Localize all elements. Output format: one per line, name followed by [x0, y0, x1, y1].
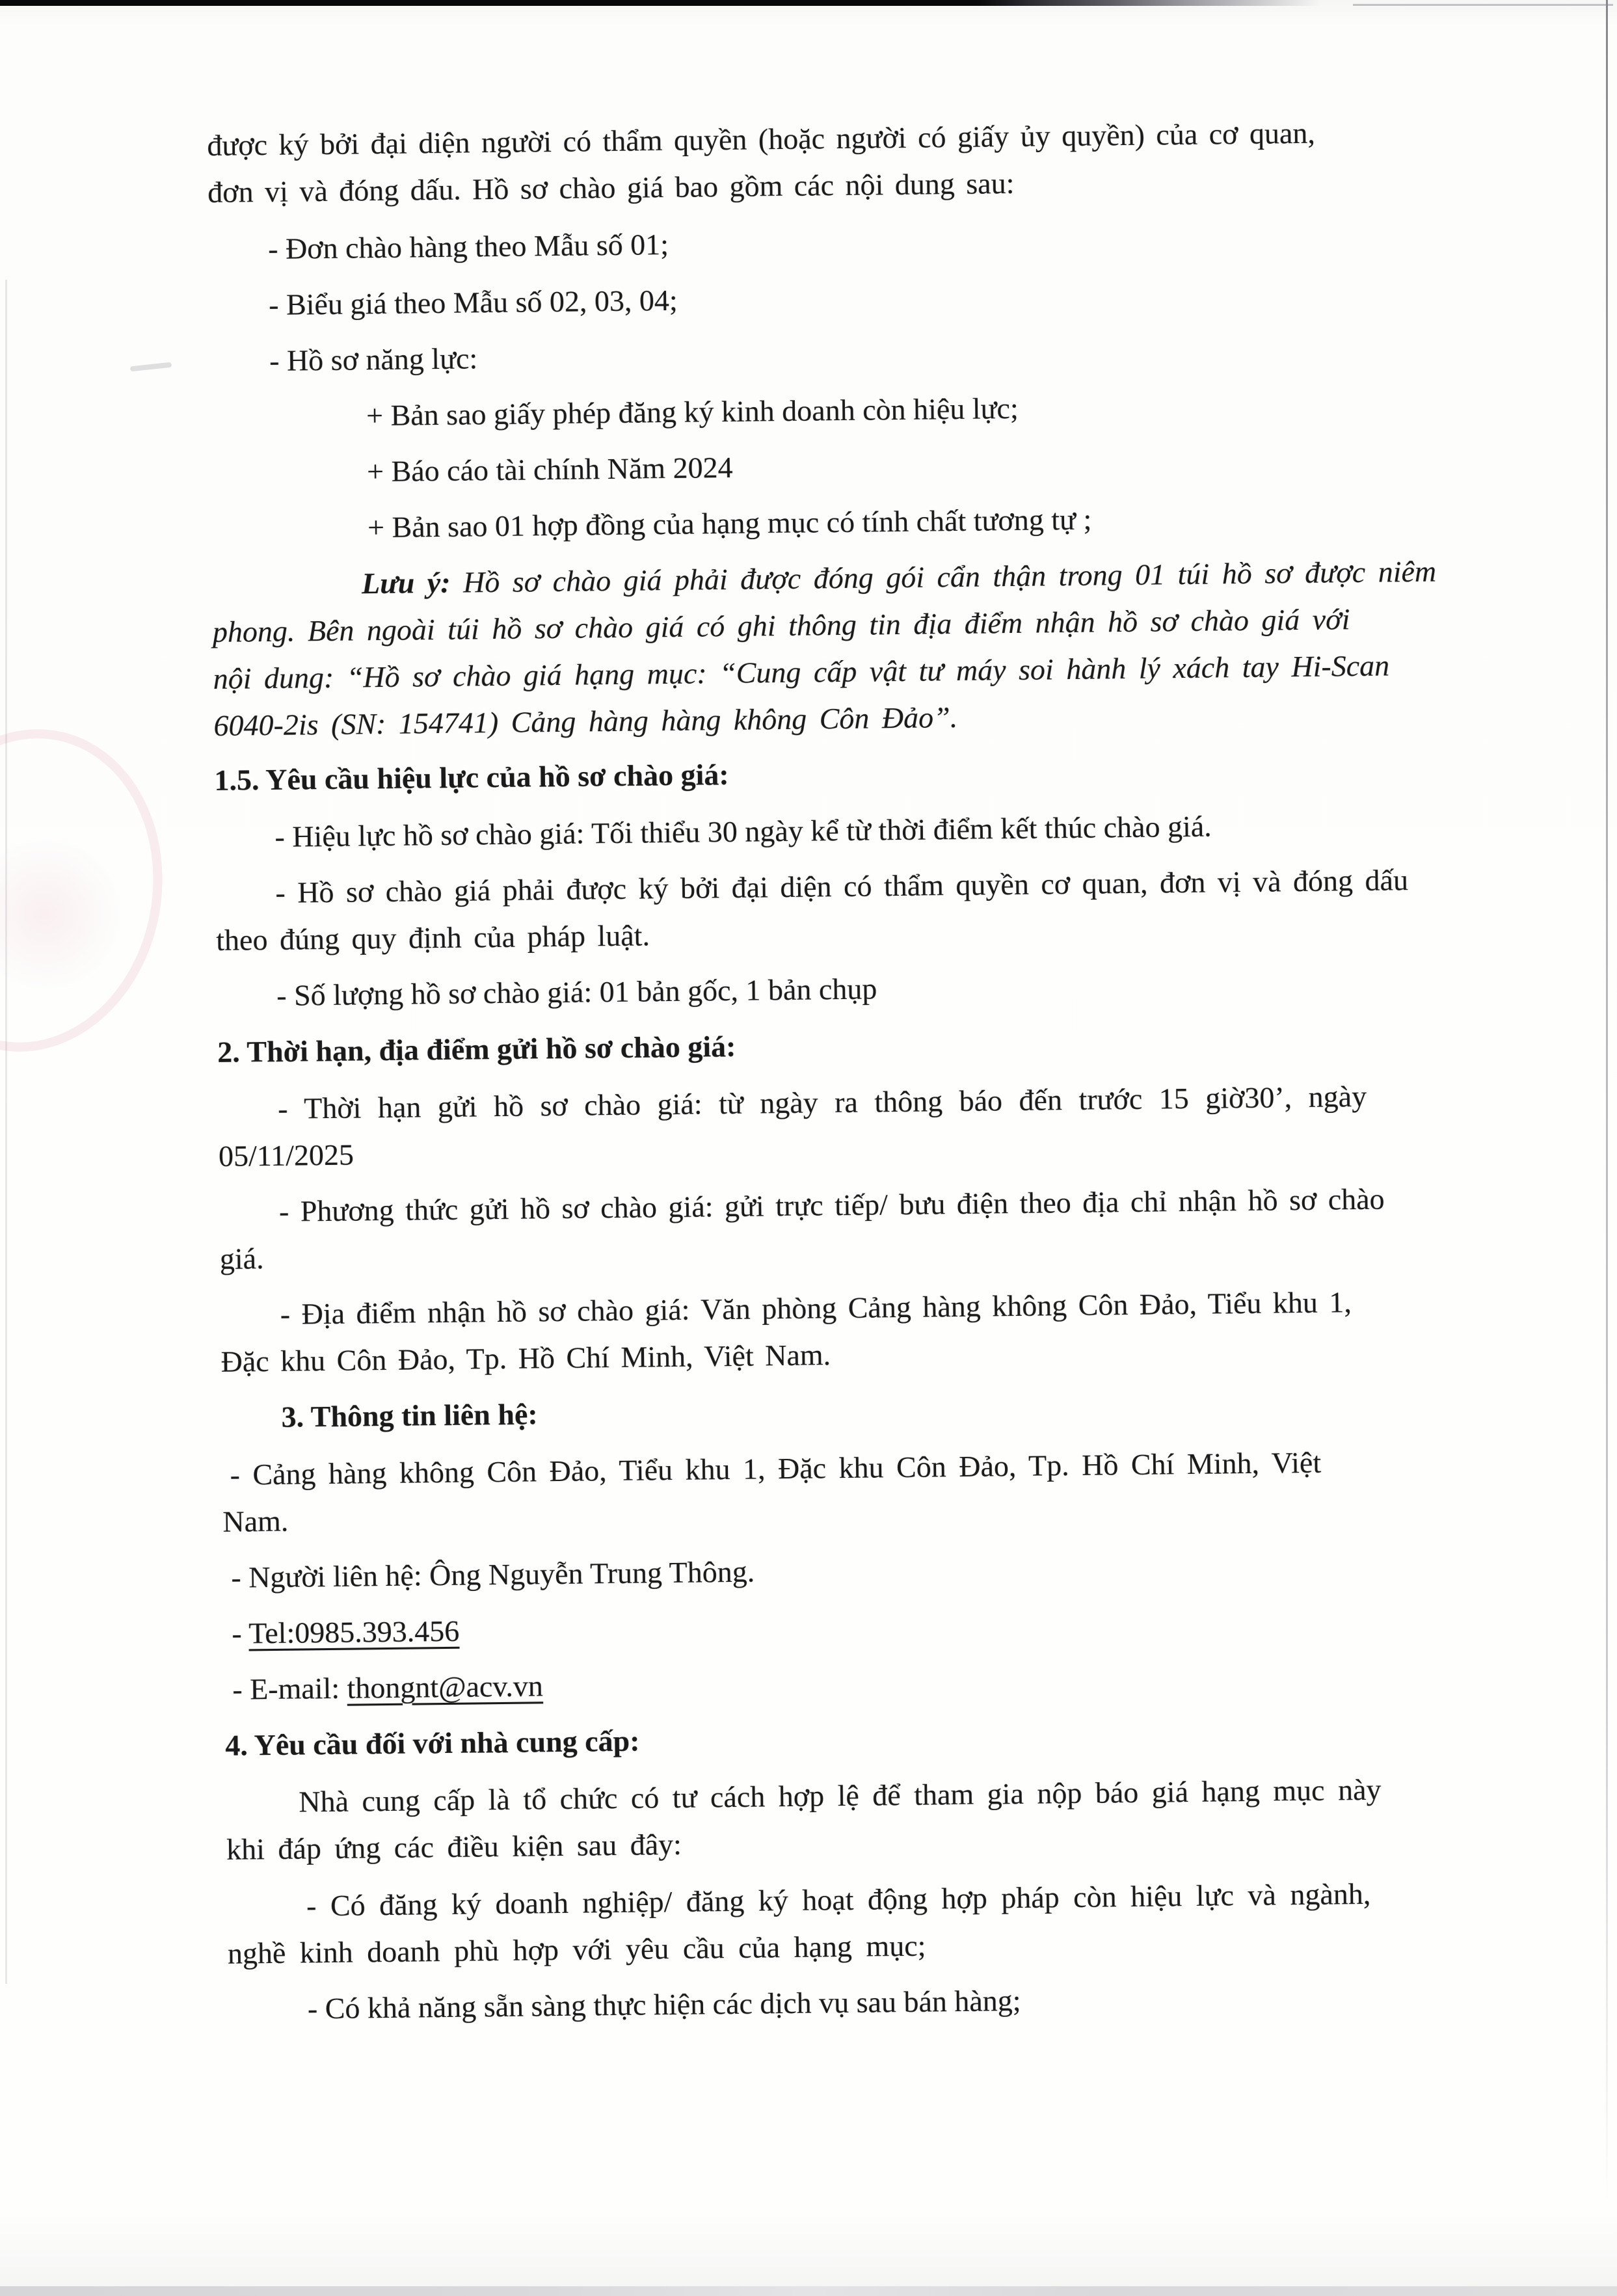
text-segment: - Hồ sơ năng lực: — [269, 341, 478, 377]
text-segment: - Thời hạn gửi hồ sơ chào giá: từ ngày ra thông báo đến trước 15 giờ30’, ngày — [277, 1079, 1367, 1125]
list-item-nguoi-lien-he — [223, 1540, 1497, 1601]
text-segment: được ký bởi đại diện người có thẩm quyền (hoặc người có giấy ủy quyền) của cơ quan, — [207, 116, 1316, 162]
document-body — [207, 108, 1502, 2042]
text-segment: Nam. — [222, 1504, 289, 1538]
text-segment: 05/11/2025 — [218, 1138, 354, 1173]
email-line — [224, 1652, 1499, 1713]
scan-artifact-top-right-line — [1353, 4, 1613, 6]
text-segment: Nhà cung cấp là tổ chức có tư cách hợp lệ để tham gia nộp báo giá hạng mục này — [299, 1772, 1382, 1819]
text-segment: 4. Yêu cầu đối với nhà cung cấp: — [225, 1724, 640, 1762]
text-segment: - Có khả năng sẵn sàng thực hiện các dịch vụ sau bán hàng; — [307, 1983, 1021, 2025]
scan-artifact-right-edge-line — [1606, 0, 1608, 2205]
text-segment: - Cảng hàng không Côn Đảo, Tiểu khu 1, Đặc khu Côn Đảo, Tp. Hồ Chí Minh, Việt — [230, 1445, 1322, 1491]
text-segment: Đặc khu Côn Đảo, Tp. Hồ Chí Minh, Việt Nam. — [220, 1338, 831, 1378]
text-segment: giá. — [219, 1242, 264, 1275]
section-heading-2 — [217, 1015, 1491, 1076]
text-segment: + Bản sao 01 hợp đồng của hạng mục có tính chất tương tự ; — [367, 502, 1092, 544]
text-segment: - E-mail: — [232, 1671, 347, 1706]
list-item-so-luong — [217, 959, 1491, 1020]
scan-artifact-top-bar — [0, 0, 1320, 6]
text-segment: - Biểu giá theo Mẫu số 02, 03, 04; — [268, 283, 678, 321]
list-item-dang-ky-doanh-nghiep — [227, 1869, 1502, 1977]
text-segment: - — [232, 1616, 249, 1650]
tel-link: Tel:0985.393.456 — [248, 1614, 460, 1650]
paragraph-nha-cung-cap — [226, 1765, 1501, 1873]
text-segment: - Số lượng hồ sơ chào giá: 01 bản gốc, 1 bản chụp — [276, 972, 877, 1012]
text-segment: - Người liên hệ: Ông Nguyễn Trung Thông. — [231, 1555, 755, 1594]
text-segment: phong. Bên ngoài túi hồ sơ chào giá có ghi thông tin địa điểm nhận hồ sơ chào giá với — [212, 602, 1350, 648]
list-item-kha-nang-dich-vu — [228, 1972, 1503, 2033]
list-item-ho-so-nang-luc — [209, 324, 1484, 385]
list-item-hieu-luc — [215, 800, 1489, 861]
tel-line — [224, 1596, 1498, 1657]
text-segment: 3. Thông tin liên hệ: — [281, 1397, 538, 1434]
sub-item-giay-phep — [210, 380, 1484, 441]
note-label: Lưu ý: — [361, 565, 464, 600]
text-segment: 6040-2is (SN: 154741) Cảng hàng hàng không Côn Đảo”. — [213, 700, 958, 742]
text-segment: - Đơn chào hàng theo Mẫu số 01; — [267, 227, 669, 265]
section-heading-4 — [225, 1708, 1499, 1769]
paragraph-continuation — [207, 108, 1482, 216]
text-segment: nghề kinh doanh phù hợp với yêu cầu của hạng mục; — [227, 1929, 926, 1970]
scan-artifact-left-edge-line — [5, 280, 7, 1984]
sub-item-bao-cao-tai-chinh — [211, 436, 1485, 497]
list-item-dia-diem — [220, 1277, 1495, 1385]
text-segment: - Địa điểm nhận hồ sơ chào giá: Văn phòng Cảng hàng không Côn Đảo, Tiểu khu 1, — [280, 1285, 1352, 1331]
email-link: thongnt@acv.vn — [347, 1669, 544, 1705]
text-segment: - Hiệu lực hồ sơ chào giá: Tối thiểu 30 ngày kể từ thời điểm kết thúc chào giá. — [274, 809, 1212, 853]
list-item-phuong-thuc — [219, 1175, 1494, 1283]
section-heading-3 — [221, 1380, 1495, 1441]
list-item-thoi-han — [218, 1072, 1493, 1180]
scan-artifact-smudge — [130, 362, 172, 372]
text-segment: 1.5. Yêu cầu hiệu lực của hồ sơ chào giá: — [214, 757, 729, 797]
list-item-bieu-gia — [209, 268, 1483, 329]
note-paragraph — [212, 548, 1488, 749]
text-segment: + Báo cáo tài chính Năm 2024 — [366, 450, 733, 488]
text-segment: - Phương thức gửi hồ sơ chào giá: gửi trực tiếp/ bưu điện theo địa chỉ nhận hồ sơ chào — [278, 1182, 1385, 1228]
text-segment: - Có đăng ký doanh nghiệp/ đăng ký hoạt động hợp pháp còn hiệu lực và ngành, — [306, 1876, 1371, 1923]
scan-artifact-bottom-strip — [0, 2286, 1617, 2296]
text-segment: Hồ sơ chào giá phải được đóng gói cẩn thận trong 01 túi hồ sơ được niêm — [462, 554, 1437, 599]
text-segment: nội dung: “Hồ sơ chào giá hạng mục: “Cung cấp vật tư máy soi hành lý xách tay Hi-Scan — [213, 648, 1390, 695]
text-segment: + Bản sao giấy phép đăng ký kinh doanh còn hiệu lực; — [366, 391, 1019, 433]
list-item-ky-boi-dai-dien — [215, 856, 1490, 964]
list-item-cang-hang-khong — [222, 1437, 1497, 1545]
text-segment: 2. Thời hạn, địa điểm gửi hồ sơ chào giá: — [217, 1029, 736, 1069]
text-segment: khi đáp ứng các điều kiện sau đây: — [226, 1827, 682, 1866]
sub-item-hop-dong — [211, 492, 1486, 553]
text-segment: đơn vị và đóng dấu. Hồ sơ chào giá bao gồm các nội dung sau: — [207, 166, 1015, 209]
text-segment: - Hồ sơ chào giá phải được ký bởi đại diện có thẩm quyền cơ quan, đơn vị và đóng dấu — [275, 863, 1409, 909]
section-heading-1-5 — [214, 743, 1488, 804]
list-item-don-chao-hang — [208, 212, 1482, 273]
text-segment: theo đúng quy định của pháp luật. — [215, 918, 650, 957]
